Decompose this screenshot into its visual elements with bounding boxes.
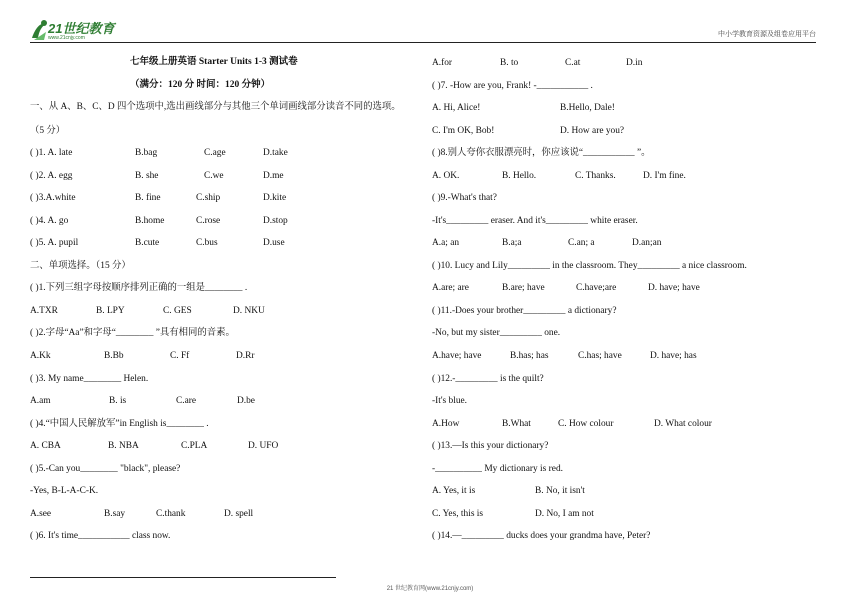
left-line-6-seg-0: ( )5. A. pupil <box>30 238 79 248</box>
right-line-3-seg-1: D. How are you? <box>560 126 625 136</box>
left-line-17-seg-0: -Yes, B-L-A-C-K. <box>30 486 99 496</box>
left-line-15-seg-0: A. CBA <box>30 441 61 451</box>
left-line-6-seg-1: B.cute <box>135 238 160 248</box>
right-line-0-seg-1: B. to <box>500 58 519 68</box>
left-line-13-seg-0: A.am <box>30 396 51 406</box>
right-line-5-seg-3: D. I'm fine. <box>643 171 686 181</box>
left-line-0-seg-0: 一、从 A、B、C、D 四个选项中,选出画线部分与其他三个单词画线部分读音不同的选项。 <box>30 102 401 112</box>
right-line-10-seg-1: B.are; have <box>502 283 545 293</box>
left-line-13-seg-1: B. is <box>109 396 127 406</box>
left-line-11-seg-0: A.Kk <box>30 351 51 361</box>
right-line-19-seg-1: B. No, it isn't <box>535 486 585 496</box>
left-line-5-seg-0: ( )4. A. go <box>30 216 69 226</box>
right-line-18-seg-0: -__________ My dictionary is red. <box>432 464 563 474</box>
right-line-7-seg-0: -It's_________ eraser. And it's_________ white eraser. <box>432 216 638 226</box>
footer-text: 21 世纪教育网(www.21cnjy.com) <box>386 586 474 592</box>
left-line-11-seg-2: C. Ff <box>170 351 190 361</box>
right-line-2-seg-0: A. Hi, Alice! <box>432 103 481 113</box>
logo-url: www.21cnjy.com <box>48 35 85 41</box>
left-line-2-seg-0: ( )1. A. late <box>30 148 73 158</box>
left-line-6-seg-3: D.use <box>263 238 285 248</box>
right-line-10-seg-2: C.have;are <box>576 283 617 293</box>
right-line-14-seg-0: ( )12.-_________ is the quilt? <box>432 374 544 384</box>
left-line-6-seg-2: C.bus <box>196 238 218 248</box>
right-line-16-seg-3: D. What colour <box>654 419 712 429</box>
right-line-15-seg-0: -It's blue. <box>432 396 468 406</box>
left-line-18-seg-0: A.see <box>30 509 52 519</box>
left-line-7-seg-0: 二、单项选择。（15 分） <box>30 261 131 271</box>
left-line-4-seg-1: B. fine <box>135 193 161 203</box>
left-line-5-seg-3: D.stop <box>263 216 288 226</box>
right-line-4-seg-0: ( )8.别人夸你衣服漂亮时，你应该说“___________ ”。 <box>432 148 651 158</box>
left-line-15-seg-2: C.PLA <box>181 441 208 451</box>
right-line-12-seg-0: -No, but my sister_________ one. <box>432 328 561 338</box>
left-line-9-seg-1: B. LPY <box>96 306 125 316</box>
left-line-5-seg-2: C.rose <box>196 216 221 226</box>
right-line-8-seg-3: D.an;an <box>632 238 662 248</box>
right-line-2-seg-1: B.Hello, Dale! <box>560 103 615 113</box>
right-line-6-seg-0: ( )9.-What's that? <box>432 193 497 203</box>
right-line-10-seg-3: D. have; have <box>648 283 700 293</box>
header-platform-text: 中小学教育资源及组卷应用平台 <box>718 31 816 38</box>
left-line-1-seg-0: （5 分） <box>30 126 66 136</box>
left-line-13-seg-3: D.be <box>237 396 255 406</box>
right-line-10-seg-0: A.are; are <box>432 283 469 293</box>
left-line-18-seg-1: B.say <box>104 509 126 519</box>
left-line-9-seg-3: D. NKU <box>233 306 265 316</box>
left-line-12-seg-0: ( )3. My name________ Helen. <box>30 374 149 384</box>
left-line-3-seg-1: B. she <box>135 171 159 181</box>
right-line-16-seg-0: A.How <box>432 419 460 429</box>
footer-divider <box>30 577 336 578</box>
right-line-20-seg-0: C. Yes, this is <box>432 509 484 519</box>
left-line-3-seg-0: ( )2. A. egg <box>30 171 73 181</box>
left-line-11-seg-1: B.Bb <box>104 351 124 361</box>
left-line-3-seg-3: D.me <box>263 171 284 181</box>
right-line-0-seg-0: A.for <box>432 58 453 68</box>
exam-title: 七年级上册英语 Starter Units 1-3 测试卷 <box>130 57 298 67</box>
right-line-8-seg-0: A.a; an <box>432 238 460 248</box>
left-line-8-seg-0: ( )1.下列三组字母按顺序排列正确的一组是________ . <box>30 283 248 293</box>
right-line-13-seg-2: C.has; have <box>578 351 622 361</box>
left-line-2-seg-3: D.take <box>263 148 288 158</box>
right-line-0-seg-2: C.at <box>565 58 581 68</box>
right-line-17-seg-0: ( )13.—Is this your dictionary? <box>432 441 549 451</box>
logo-text: 21世纪教育 <box>48 21 115 36</box>
left-line-18-seg-2: C.thank <box>156 509 186 519</box>
left-line-3-seg-2: C.we <box>204 171 224 181</box>
right-line-16-seg-2: C. How colour <box>558 419 614 429</box>
right-line-3-seg-0: C. I'm OK, Bob! <box>432 126 495 136</box>
exam-subtitle: （满分：120 分 时间：120 分钟） <box>130 80 271 90</box>
right-line-5-seg-1: B. Hello. <box>502 171 537 181</box>
right-line-21-seg-0: ( )14.—_________ ducks does your grandma have, Peter? <box>432 531 651 541</box>
left-line-2-seg-1: B.bag <box>135 148 158 158</box>
left-line-2-seg-2: C.age <box>204 148 226 158</box>
header-divider <box>30 42 816 43</box>
left-line-13-seg-2: C.are <box>176 396 197 406</box>
left-line-19-seg-0: ( )6. It's time___________ class now. <box>30 531 171 541</box>
right-line-13-seg-3: D. have; has <box>650 351 697 361</box>
right-line-5-seg-2: C. Thanks. <box>575 171 616 181</box>
left-line-4-seg-3: D.kite <box>263 193 287 203</box>
left-line-5-seg-1: B.home <box>135 216 165 226</box>
left-line-9-seg-2: C. GES <box>163 306 192 316</box>
right-line-20-seg-1: D. No, I am not <box>535 509 594 519</box>
left-line-14-seg-0: ( )4.“中国人民解放军”in English is________ . <box>30 419 209 429</box>
right-line-9-seg-0: ( )10. Lucy and Lily_________ in the classroom. They_________ a nice classroom. <box>432 261 747 271</box>
right-line-19-seg-0: A. Yes, it is <box>432 486 476 496</box>
right-line-16-seg-1: B.What <box>502 419 531 429</box>
right-line-11-seg-0: ( )11.-Does your brother_________ a dictionary? <box>432 306 617 316</box>
left-line-16-seg-0: ( )5.-Can you________ "black", please? <box>30 464 181 474</box>
left-line-10-seg-0: ( )2.字母“Aa”和字母“________ ”具有相同的音素。 <box>30 328 235 338</box>
left-line-18-seg-3: D. spell <box>224 509 254 519</box>
right-line-1-seg-0: ( )7. -How are you, Frank! -___________ . <box>432 81 593 91</box>
right-line-5-seg-0: A. OK. <box>432 171 460 181</box>
left-line-15-seg-3: D. UFO <box>248 441 279 451</box>
right-line-0-seg-3: D.in <box>626 58 643 68</box>
left-line-15-seg-1: B. NBA <box>108 441 139 451</box>
left-line-11-seg-3: D.Rr <box>236 351 255 361</box>
right-line-13-seg-0: A.have; have <box>432 351 482 361</box>
right-line-8-seg-2: C.an; a <box>568 238 595 248</box>
right-line-8-seg-1: B.a;a <box>502 238 522 248</box>
left-line-4-seg-0: ( )3.A.white <box>30 193 76 203</box>
left-line-4-seg-2: C.ship <box>196 193 221 203</box>
right-line-13-seg-1: B.has; has <box>510 351 549 361</box>
left-line-9-seg-0: A.TXR <box>30 306 58 316</box>
